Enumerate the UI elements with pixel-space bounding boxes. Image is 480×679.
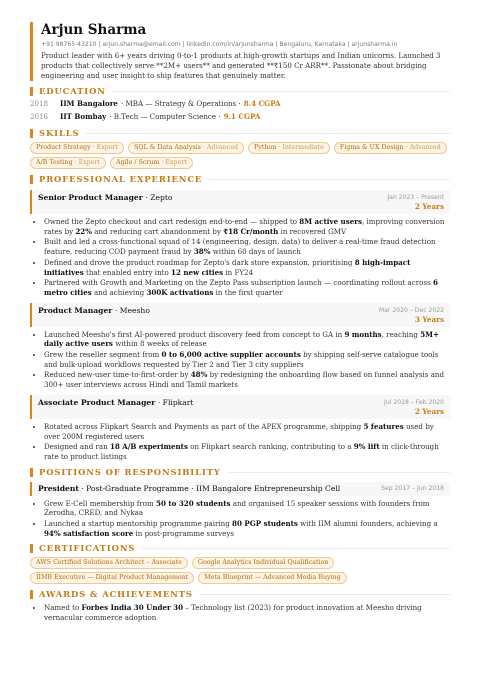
certification-chip: Meta Blueprint — Advanced Media Buying [198, 572, 346, 584]
bullet-text: Named to [44, 603, 82, 613]
job-dates: Jan 2023 – Present [387, 194, 444, 201]
bullet-text: and reducing cart abandonment by [92, 226, 224, 236]
job-meta [384, 398, 444, 416]
bullet-highlight: 12 new cities [171, 267, 224, 277]
certification-chip: AWS Certified Solutions Architect – Associate [30, 557, 188, 569]
certifications-list [30, 557, 450, 584]
position-role: President [38, 483, 79, 493]
section-title: POSITIONS OF RESPONSIBILITY [39, 466, 221, 477]
position-org: · Post-Graduate Programme · IIM Bangalore Entrepreneurship Cell [81, 483, 341, 493]
bullet-highlight: 80 PGP students [232, 519, 298, 529]
section-title: PROFESSIONAL EXPERIENCE [39, 174, 203, 184]
education-gpa: 8.4 CGPA [243, 99, 281, 108]
bullet-text: within 60 days of launch [210, 247, 301, 257]
skill-chip [128, 142, 244, 154]
education-year: 2018 [30, 99, 49, 108]
job-company: · Flipkart [157, 397, 194, 407]
skill-name: SQL & Data Analysis [134, 144, 203, 151]
skill-chip [30, 157, 106, 169]
skill-level: · Advanced [405, 144, 441, 151]
skill-name: A/B Testing [36, 159, 75, 166]
job-role: Senior Product Manager [38, 193, 146, 202]
bullet-text: Partnered with Growth and Marketing on the Zepto Pass subscription launch — coordinating rollout across [44, 278, 433, 288]
skill-level: · Intermediate [278, 144, 324, 151]
bullet-item [44, 217, 450, 236]
bullet-text: on Flipkart search ranking, contributing to a [187, 442, 354, 452]
skill-name: Figma & UX Design [339, 144, 406, 151]
education-school: IIM Bangalore [60, 99, 118, 108]
bullet-text: Rotated across Flipkart Search and Payments as part of the APEX programme, shipping [44, 421, 364, 431]
summary-text: Product leader with 6+ years driving 0-to-1 products at high-growth startups and Indian unicorns. Launched 3 products that collectively serve **2M+ users** and generated **₹150 Cr ARR**. Passionate about bridging engineering and user insight to ship features that genuinely matter. [41, 51, 441, 80]
job-company: · Meesho [114, 305, 150, 315]
bullet-item [44, 258, 450, 277]
bullet-item [44, 603, 450, 622]
job-company: · Zepto [145, 193, 173, 202]
job-title [38, 398, 194, 408]
bullet-text: by redesigning the onboarding flow based on funnel analysis and 300+ user interviews across Hindi and Tamil markets [44, 370, 445, 390]
skill-level: · Expert [161, 159, 187, 166]
job-header [30, 303, 450, 327]
bullet-text: Defined and drove the product roadmap for Zepto's dark store expansion, prioritising [44, 257, 355, 267]
bullet-item [44, 330, 450, 349]
position-dates: Sep 2017 – Jun 2018 [381, 485, 444, 493]
section-responsibility [30, 467, 450, 478]
job-entry [30, 190, 450, 298]
bullet-text: Grew E-Cell membership from [44, 498, 157, 508]
bullet-text: Built and led a cross-functional squad of 14 (engineering, design, data) to deliver a real-time fraud detection feature, reducing COD payment fraud by [44, 237, 436, 257]
bullet-highlight: 48% [190, 370, 208, 380]
bullet-highlight: 5M+ daily active users [44, 329, 439, 349]
bullet-text: Launched a startup mentorship programme pairing [44, 519, 233, 529]
bullet-item [44, 499, 450, 518]
job-header [30, 395, 450, 419]
bullet-text: , reaching [381, 329, 421, 339]
bullet-item [44, 519, 450, 538]
section-title: AWARDS & ACHIEVEMENTS [39, 589, 193, 600]
job-duration: 2 Years [414, 202, 444, 211]
skills-list [30, 142, 450, 169]
experience-list [30, 190, 450, 462]
job-role: Associate Product Manager [38, 397, 158, 407]
job-entry [30, 395, 450, 462]
job-bullets [30, 422, 450, 462]
section-certifications [30, 543, 450, 554]
bullet-text: Designed and ran [44, 442, 110, 452]
section-title: SKILLS [39, 128, 80, 138]
job-duration: 2 Years [414, 406, 444, 416]
skill-chip [248, 142, 330, 154]
bullet-highlight: 94% satisfaction score [44, 528, 134, 538]
skill-level: · Expert [74, 159, 101, 166]
bullet-item [44, 422, 450, 441]
bullet-highlight: 8M active users [299, 217, 362, 226]
job-title [38, 306, 150, 316]
job-meta [379, 306, 444, 324]
education-degree: · MBA — Strategy & Operations · [120, 99, 241, 108]
bullet-text: – Technology list (2023) for product innovation at Meesho driving vernacular commerce adoption [44, 603, 422, 623]
education-gpa: 9.1 CGPA [223, 112, 261, 121]
skill-name: Python [254, 144, 279, 151]
bullet-item [44, 350, 450, 369]
bullet-highlight: 5 features [363, 421, 404, 431]
section-awards [30, 589, 450, 600]
bullet-highlight: 50 to 320 students [156, 498, 231, 508]
section-education [30, 86, 450, 97]
job-bullets [30, 330, 450, 390]
skill-chip [30, 142, 124, 154]
section-experience [30, 174, 450, 185]
bullet-text: in recovered GMV [278, 226, 347, 236]
certification-chip: IIMB Executive — Digital Product Management [30, 572, 194, 584]
candidate-name: Arjun Sharma [41, 22, 147, 38]
bullet-text: in click-through rate to product listings [44, 442, 439, 461]
skill-name: Product Strategy [36, 144, 93, 151]
job-header [30, 190, 450, 214]
bullet-text: in the first quarter [213, 287, 283, 297]
bullet-highlight: 300K activations [146, 287, 214, 297]
education-row [30, 98, 450, 110]
bullet-text: used by over 200M registered users [44, 421, 434, 441]
job-role: Product Manager [38, 305, 115, 315]
job-meta [387, 193, 444, 211]
section-title: CERTIFICATIONS [39, 543, 136, 554]
resume-header [30, 22, 450, 81]
bullet-text: Launched Meesho's first AI-powered product discovery feed from concept to GA in [44, 329, 345, 339]
bullet-highlight: 6 metro cities [44, 278, 438, 297]
bullet-item [44, 370, 450, 389]
job-dates: Mar 2020 – Dec 2022 [378, 306, 444, 314]
education-school: IIT Bombay [60, 112, 107, 121]
skill-level: · Advanced [202, 144, 239, 151]
bullet-highlight: 18 A/B experiments [109, 442, 188, 452]
education-row [30, 111, 450, 123]
bullet-text: and achieving [91, 287, 147, 297]
certification-chip: Google Analytics Individual Qualification [192, 557, 335, 569]
job-title [38, 193, 172, 203]
bullet-text: by shipping self-serve catalogue tools and bulk-upload workflows requested by Tier 2 and Tier 3 city suppliers [44, 350, 439, 369]
bullet-highlight: 9 months [344, 329, 382, 339]
bullet-item [44, 278, 450, 297]
bullet-highlight: 0 to 6,000 active supplier accounts [161, 350, 301, 360]
section-skills [30, 128, 450, 139]
section-title: EDUCATION [39, 86, 106, 96]
bullet-text: in FY24 [223, 267, 254, 277]
education-degree: · B.Tech — Computer Science · [109, 112, 221, 121]
position-header [30, 482, 450, 496]
bullet-highlight: 22% [75, 226, 92, 236]
awards-list [30, 603, 450, 622]
bullet-text: Grew the reseller segment from [44, 350, 162, 360]
bullet-highlight: Forbes India 30 Under 30 [81, 603, 184, 613]
bullet-highlight: 8 high-impact initiatives [44, 257, 411, 277]
education-list [30, 98, 450, 123]
bullet-text: and organised 15 speaker sessions with founders from Zerodha, CRED, and Nykaa [44, 498, 430, 518]
position-bullets [30, 499, 450, 539]
bullet-text: with IIM alumni founders, achieving a [297, 519, 438, 529]
skill-name: Agile / Scrum [116, 159, 162, 166]
bullet-highlight: 38% [193, 247, 211, 257]
bullet-text: in post-programme surveys [133, 528, 235, 538]
job-bullets [30, 217, 450, 298]
education-year: 2016 [30, 112, 49, 121]
bullet-text: , improving conversion rates by [44, 217, 445, 236]
bullet-highlight: ₹18 Cr/month [223, 226, 279, 236]
bullet-text: that enabled entry into [83, 267, 172, 277]
skill-chip [334, 142, 447, 154]
bullet-item [44, 237, 450, 256]
bullet-item [44, 442, 450, 461]
bullet-text: Owned the Zepto checkout and cart redesign end-to-end — shipped to [44, 217, 300, 226]
job-entry [30, 303, 450, 390]
contact-line: +91 98765 43210 | arjun.sharma@email.com | linkedin.com/in/arjunsharma | Bengaluru, Karnataka | arjunsharma.in [41, 41, 398, 48]
bullet-highlight: 9% lift [353, 442, 380, 452]
skill-chip [110, 157, 193, 169]
job-duration: 3 Years [414, 314, 444, 324]
skill-level: · Expert [92, 144, 119, 151]
job-dates: Jul 2018 – Feb 2020 [384, 398, 444, 406]
bullet-text: within 8 weeks of release [112, 339, 207, 349]
bullet-text: Reduced new-user time-to-first-order by [44, 370, 191, 380]
